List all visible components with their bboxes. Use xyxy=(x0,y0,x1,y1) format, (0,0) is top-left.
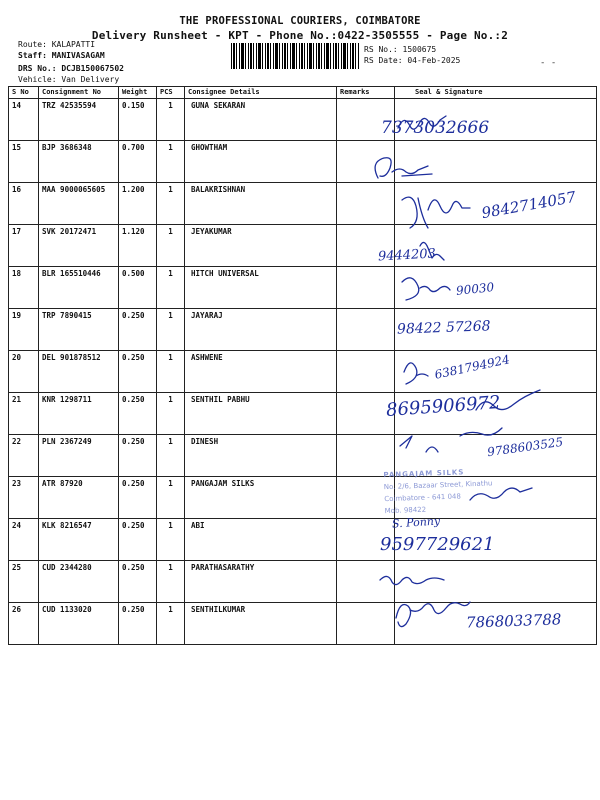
cell-consignment: BJP 3686348 xyxy=(39,141,119,183)
cell-weight: 0.250 xyxy=(119,309,157,351)
cell-weight: 0.700 xyxy=(119,141,157,183)
cell-consignee: ASHWENE xyxy=(185,351,337,393)
cell-consignment: KLK 8216547 xyxy=(39,519,119,561)
cell-pcs: 1 xyxy=(157,561,185,603)
cell-pcs: 1 xyxy=(157,225,185,267)
cell-remarks xyxy=(337,477,395,519)
vehicle-label: Vehicle: Van Delivery xyxy=(18,75,120,84)
cell-remarks xyxy=(337,267,395,309)
col-weight: Weight xyxy=(119,87,157,99)
phone-row-16: 9842714057 xyxy=(480,187,578,223)
cell-weight: 0.250 xyxy=(119,603,157,645)
cell-pcs: 1 xyxy=(157,267,185,309)
cell-consignee: ABI xyxy=(185,519,337,561)
cell-weight: 0.250 xyxy=(119,393,157,435)
cell-sno: 26 xyxy=(9,603,39,645)
cell-signature xyxy=(395,603,597,645)
cell-sno: 22 xyxy=(9,435,39,477)
cell-weight: 0.250 xyxy=(119,435,157,477)
col-remarks: Remarks xyxy=(337,87,395,99)
col-signature: Seal & Signature xyxy=(395,87,597,99)
cell-consignment: CUD 1133020 xyxy=(39,603,119,645)
cell-remarks xyxy=(337,141,395,183)
cell-remarks xyxy=(337,309,395,351)
cell-weight: 1.200 xyxy=(119,183,157,225)
phone-row-14: 7373032666 xyxy=(381,118,490,138)
cell-remarks xyxy=(337,351,395,393)
cell-remarks xyxy=(337,225,395,267)
col-consignment: Consignment No xyxy=(39,87,119,99)
cell-sno: 16 xyxy=(9,183,39,225)
cell-signature xyxy=(395,309,597,351)
col-pcs: PCS xyxy=(157,87,185,99)
table-row xyxy=(9,393,597,435)
cell-pcs: 1 xyxy=(157,99,185,141)
cell-pcs: 1 xyxy=(157,393,185,435)
table-row xyxy=(9,435,597,477)
cell-sno: 20 xyxy=(9,351,39,393)
table-header-row xyxy=(9,87,597,99)
cell-consignee: GHOWTHAM xyxy=(185,141,337,183)
table-row xyxy=(9,183,597,225)
cell-consignment: KNR 1298711 xyxy=(39,393,119,435)
cell-signature xyxy=(395,267,597,309)
route-label: Route: KALAPATTI xyxy=(18,40,96,49)
staff-label: Staff: MANIVASAGAM xyxy=(18,51,105,60)
cell-signature xyxy=(395,519,597,561)
phone-row-20: 6381794924 xyxy=(433,352,511,382)
cell-weight: 0.250 xyxy=(119,351,157,393)
table-row xyxy=(9,519,597,561)
stamp-line-3: Coimbatore - 641 048 xyxy=(384,492,462,504)
stamp-line-2: No. 2/6, Bazaar Street, Kinathu xyxy=(383,479,493,492)
cell-remarks xyxy=(337,561,395,603)
cell-consignee: SENTHIL PABHU xyxy=(185,393,337,435)
cell-sno: 18 xyxy=(9,267,39,309)
phone-row-18: 90030 xyxy=(455,280,495,298)
cell-pcs: 1 xyxy=(157,519,185,561)
cell-remarks xyxy=(337,99,395,141)
cell-signature xyxy=(395,225,597,267)
cell-consignment: TRZ 42535594 xyxy=(39,99,119,141)
cell-consignee: JAYARAJ xyxy=(185,309,337,351)
phone-row-21: 8695906972 xyxy=(385,392,502,421)
cell-sno: 25 xyxy=(9,561,39,603)
rs-date: RS Date: 04-Feb-2025 xyxy=(364,56,461,65)
cell-signature xyxy=(395,477,597,519)
cell-sno: 15 xyxy=(9,141,39,183)
cell-signature xyxy=(395,435,597,477)
cell-sno: 21 xyxy=(9,393,39,435)
cell-sno: 23 xyxy=(9,477,39,519)
runsheet-table xyxy=(8,86,597,645)
cell-pcs: 1 xyxy=(157,309,185,351)
runsheet-subtitle: Delivery Runsheet - KPT - Phone No.:0422-3505555 - Page No.:2 xyxy=(91,29,509,42)
cell-consignment: BLR 165510446 xyxy=(39,267,119,309)
cell-consignment: TRP 7890415 xyxy=(39,309,119,351)
cell-remarks xyxy=(337,435,395,477)
cell-remarks xyxy=(337,519,395,561)
cell-consignment: MAA 9000065605 xyxy=(39,183,119,225)
phone-row-19: 98422 57268 xyxy=(396,318,491,338)
cell-consignee: PARATHASARATHY xyxy=(185,561,337,603)
cell-weight: 0.250 xyxy=(119,519,157,561)
barcode xyxy=(231,43,359,69)
cell-pcs: 1 xyxy=(157,603,185,645)
runsheet-meta-right xyxy=(364,44,460,66)
cell-pcs: 1 xyxy=(157,141,185,183)
cell-consignment: SVK 20172471 xyxy=(39,225,119,267)
cell-signature xyxy=(395,183,597,225)
cell-signature xyxy=(395,351,597,393)
company-title: THE PROFESSIONAL COURIERS, COIMBATORE xyxy=(179,15,421,27)
cell-remarks xyxy=(337,603,395,645)
cell-pcs: 1 xyxy=(157,477,185,519)
cell-remarks xyxy=(337,183,395,225)
table-row xyxy=(9,141,597,183)
table-row xyxy=(9,267,597,309)
phone-row-17: 9444203 xyxy=(377,246,437,265)
cell-consignee: BALAKRISHNAN xyxy=(185,183,337,225)
cell-weight: 0.500 xyxy=(119,267,157,309)
cell-consignee: DINESH xyxy=(185,435,337,477)
cell-sno: 19 xyxy=(9,309,39,351)
cell-remarks xyxy=(337,393,395,435)
cell-consignee: SENTHILKUMAR xyxy=(185,603,337,645)
cell-pcs: 1 xyxy=(157,351,185,393)
cell-sno: 24 xyxy=(9,519,39,561)
cell-consignee: JEYAKUMAR xyxy=(185,225,337,267)
table-row xyxy=(9,99,597,141)
runsheet-meta-left xyxy=(18,39,124,85)
col-sno: S No xyxy=(9,87,39,99)
cell-consignee: GUNA SEKARAN xyxy=(185,99,337,141)
stamp-line-1: PANGAJAM SILKS xyxy=(383,468,465,480)
cell-weight: 1.120 xyxy=(119,225,157,267)
cell-pcs: 1 xyxy=(157,183,185,225)
cell-signature xyxy=(395,141,597,183)
table-row xyxy=(9,225,597,267)
cell-pcs: 1 xyxy=(157,435,185,477)
cell-weight: 0.250 xyxy=(119,477,157,519)
cell-sno: 17 xyxy=(9,225,39,267)
cell-sno: 14 xyxy=(9,99,39,141)
cell-consignee: HITCH UNIVERSAL xyxy=(185,267,337,309)
phone-row-24: 9597729621 xyxy=(380,534,495,555)
drs-label: DRS No.: DCJB150067502 xyxy=(18,64,124,73)
pen-mark: - - xyxy=(540,58,557,68)
cell-consignment: DEL 901878512 xyxy=(39,351,119,393)
cell-weight: 0.150 xyxy=(119,99,157,141)
cell-consignee: PANGAJAM SILKS xyxy=(185,477,337,519)
table-row xyxy=(9,477,597,519)
cell-signature xyxy=(395,561,597,603)
stamp-line-4: Mob. 98422 xyxy=(384,505,427,516)
table-row xyxy=(9,561,597,603)
cell-consignment: CUD 2344280 xyxy=(39,561,119,603)
cell-consignment: PLN 2367249 xyxy=(39,435,119,477)
phone-row-26: 7868033788 xyxy=(465,610,562,632)
cell-consignment: ATR 87920 xyxy=(39,477,119,519)
rs-number: RS No.: 1500675 xyxy=(364,45,437,54)
phone-row-22: 9788603525 xyxy=(486,434,564,460)
cell-weight: 0.250 xyxy=(119,561,157,603)
cell-signature xyxy=(395,99,597,141)
table-row xyxy=(9,603,597,645)
signature-row-24: S. Ponny xyxy=(391,514,441,531)
cell-signature xyxy=(395,393,597,435)
col-consignee: Consignee Details xyxy=(185,87,337,99)
table-row xyxy=(9,351,597,393)
table-row xyxy=(9,309,597,351)
